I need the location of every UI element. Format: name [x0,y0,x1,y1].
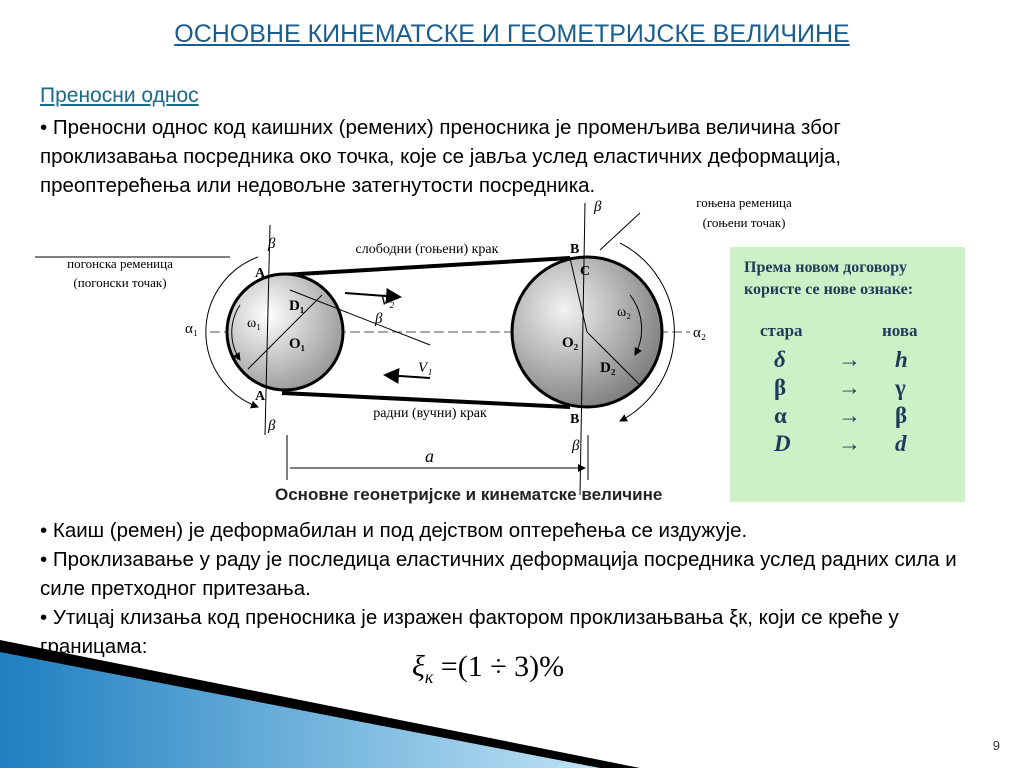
col-old-header: стара [760,321,803,340]
notation-legend [730,247,965,502]
legend-row: δ → h [774,347,908,372]
distance-a-label: a [425,446,434,466]
col-new-header: нова [882,321,918,340]
formula-symbol: ξ [412,650,425,683]
intro-paragraph: • Преносни однос код каишних (ремених) преносника је променљива величина због проклизавања посредника око точка, које се јавља услед еластичних деформација, преоптерећења или недовољне затегнутости посредника. [40,116,842,197]
slack-side-label: слободни (гоњени) крак [355,242,499,257]
driven-pulley-label: гоњена ременица [696,195,792,210]
v2-label: V₂ [380,293,395,309]
legend-row: β → γ [774,375,906,400]
point-b-bottom: B [570,412,580,427]
point-c: C [580,264,591,279]
bullet-list [40,516,980,661]
omega1-label: ω₁ [247,316,262,331]
beta-label-2: β [268,418,276,434]
subheading: Преносни однос [40,84,199,107]
driven-wheel-label: (гоњени точак) [702,215,786,230]
formula-subscript: к [424,667,434,687]
driving-wheel-label: (погонски точак) [73,275,167,290]
v1-label: V₁ [418,360,433,376]
o2-label: O₂ [562,335,579,351]
point-a-bottom: A [255,389,266,404]
driving-pulley-label: погонска ременица [67,256,173,271]
point-a-top: A [255,266,266,281]
beta-label-4: β [572,438,580,454]
point-b-top: B [570,242,580,257]
o1-label: O₁ [289,336,306,352]
legend-heading: Према новом договору користе се нове ознаке: [744,259,914,298]
diagram-caption: Основне геонетријске и кинематске величине [275,485,663,504]
bullet-item: • Проклизавање у раду је последица еластичних деформација посредника услед радних сила и силе претходног притезања. [40,548,957,600]
page-number: 9 [992,738,1000,753]
legend-row: D → d [774,431,907,456]
bullet-item: • Утицај клизања код преносника је изражен фактором проклизањвања ξк, који се креће у границама: [40,606,899,658]
slide-title: ОСНОВНЕ КИНЕМАТСКЕ И ГЕОМЕТРИЈСКЕ ВЕЛИЧИНЕ [174,20,850,48]
omega2-label: ω₂ [617,305,632,320]
formula-expression: =(1 ÷ 3)% [433,650,565,683]
beta-label-3: β [594,199,602,215]
legend-row: α → β [774,403,908,428]
d1-label: D₁ [289,298,305,314]
tight-side-label: радни (вучни) крак [373,406,487,421]
bullet-item: • Каиш (ремен) је деформабилан и под дејством оптерећења се издужује. [40,519,748,542]
d2-label: D₂ [600,360,616,376]
beta-label-5: β [375,311,383,327]
slip-formula [412,650,564,688]
alpha2-label: α₂ [693,325,707,341]
beta-label-1: β [268,236,276,252]
alpha1-label: α₁ [185,321,199,337]
